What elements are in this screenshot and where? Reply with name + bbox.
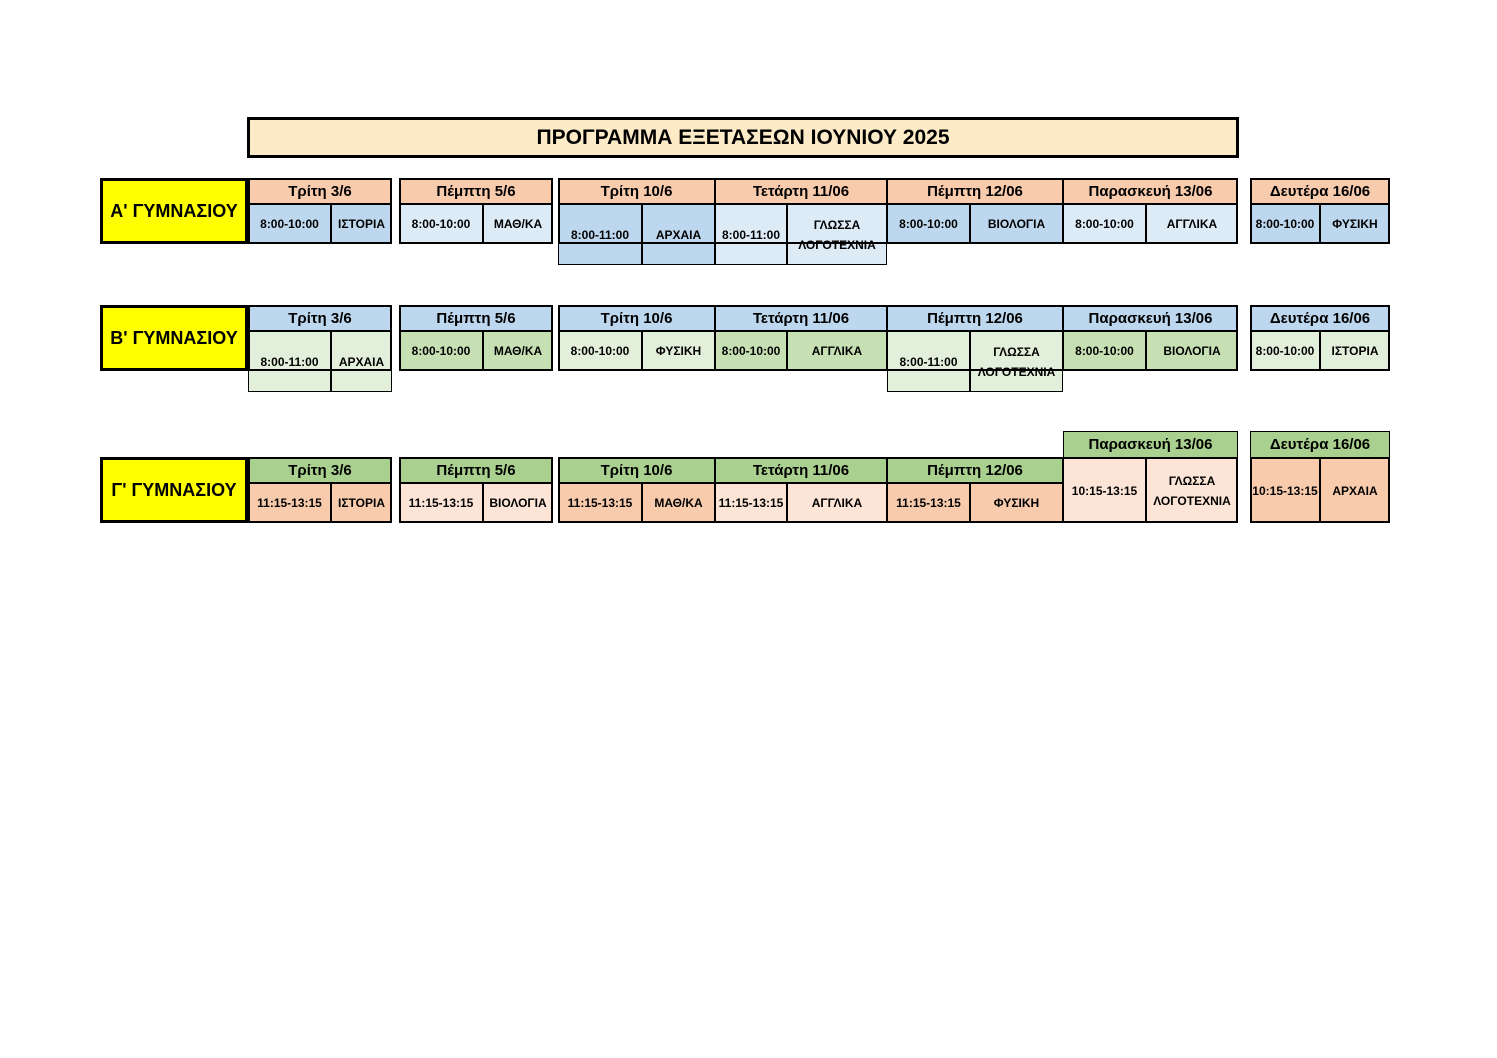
exam-time: 8:00-10:00 [1250, 331, 1320, 371]
exam-subject: ΙΣΤΟΡΙΑ [331, 483, 392, 523]
exam-subject: ΦΥΣΙΚΗ [642, 331, 715, 371]
exam-time: 10:15-13:15 [1250, 458, 1320, 523]
exam-subject: ΒΙΟΛΟΓΙΑ [970, 204, 1063, 244]
exam-time: 8:00-11:00 [558, 204, 642, 265]
exam-time: 10:15-13:15 [1063, 458, 1146, 523]
exam-time: 8:00-10:00 [399, 331, 483, 371]
day-header: Τρίτη 3/6 [248, 305, 392, 331]
day-header: Πέμπτη 5/6 [399, 178, 553, 204]
grade-label: Γ' ΓΥΜΝΑΣΙΟΥ [100, 457, 248, 523]
day-header: Τετάρτη 11/06 [715, 178, 887, 204]
exam-time: 8:00-10:00 [1250, 204, 1320, 244]
exam-time: 8:00-10:00 [399, 204, 483, 244]
exam-subject: ΑΓΓΛΙΚΑ [787, 331, 887, 371]
day-header: Δευτέρα 16/06 [1250, 178, 1390, 204]
day-header: Τετάρτη 11/06 [715, 457, 887, 483]
exam-time: 11:15-13:15 [715, 483, 787, 523]
day-header: Τρίτη 3/6 [248, 178, 392, 204]
exam-subject: ΑΡΧΑΙΑ [1320, 458, 1390, 523]
exam-time: 8:00-10:00 [887, 204, 970, 244]
exam-time: 8:00-10:00 [715, 331, 787, 371]
day-header: Δευτέρα 16/06 [1250, 305, 1390, 331]
day-header: Παρασκευή 13/06 [1063, 431, 1238, 458]
exam-time: 8:00-10:00 [1063, 331, 1146, 371]
exam-subject: ΜΑΘ/ΚΑ [483, 204, 553, 244]
day-header: Τρίτη 10/6 [558, 178, 715, 204]
exam-time: 8:00-11:00 [248, 331, 331, 392]
exam-time: 8:00-10:00 [1063, 204, 1146, 244]
day-header: Παρασκευή 13/06 [1063, 178, 1238, 204]
day-header: Πέμπτη 5/6 [399, 305, 553, 331]
exam-subject: ΙΣΤΟΡΙΑ [331, 204, 392, 244]
exam-time: 11:15-13:15 [399, 483, 483, 523]
grade-label: Α' ΓΥΜΝΑΣΙΟΥ [100, 178, 248, 244]
exam-time: 8:00-10:00 [248, 204, 331, 244]
exam-time: 8:00-11:00 [887, 331, 970, 392]
exam-subject: ΑΓΓΛΙΚΑ [1146, 204, 1238, 244]
grade-label: Β' ΓΥΜΝΑΣΙΟΥ [100, 305, 248, 371]
day-header: Τρίτη 10/6 [558, 457, 715, 483]
exam-time: 11:15-13:15 [558, 483, 642, 523]
exam-time: 11:15-13:15 [887, 483, 970, 523]
day-header: Τετάρτη 11/06 [715, 305, 887, 331]
exam-subject: ΒΙΟΛΟΓΙΑ [1146, 331, 1238, 371]
exam-subject: ΓΛΩΣΣΑ ΛΟΓΟΤΕΧΝΙΑ [970, 331, 1063, 392]
exam-subject: ΑΡΧΑΙΑ [642, 204, 715, 265]
day-header: Τρίτη 3/6 [248, 457, 392, 483]
exam-subject: ΓΛΩΣΣΑ ΛΟΓΟΤΕΧΝΙΑ [1146, 458, 1238, 523]
exam-subject: ΒΙΟΛΟΓΙΑ [483, 483, 553, 523]
exam-subject: ΦΥΣΙΚΗ [970, 483, 1063, 523]
day-header: Πέμπτη 12/06 [887, 305, 1063, 331]
exam-time: 8:00-11:00 [715, 204, 787, 265]
day-header: Πέμπτη 12/06 [887, 457, 1063, 483]
day-header: Πέμπτη 12/06 [887, 178, 1063, 204]
exam-subject: ΓΛΩΣΣΑ ΛΟΓΟΤΕΧΝΙΑ [787, 204, 887, 265]
day-header: Πέμπτη 5/6 [399, 457, 553, 483]
exam-subject: ΜΑΘ/ΚΑ [483, 331, 553, 371]
day-header: Τρίτη 10/6 [558, 305, 715, 331]
exam-subject: ΜΑΘ/ΚΑ [642, 483, 715, 523]
exam-subject: ΦΥΣΙΚΗ [1320, 204, 1390, 244]
exam-subject: ΑΡΧΑΙΑ [331, 331, 392, 392]
exam-time: 8:00-10:00 [558, 331, 642, 371]
exam-time: 11:15-13:15 [248, 483, 331, 523]
exam-subject: ΙΣΤΟΡΙΑ [1320, 331, 1390, 371]
exam-subject: ΑΓΓΛΙΚΑ [787, 483, 887, 523]
day-header: Παρασκευή 13/06 [1063, 305, 1238, 331]
page-title: ΠΡΟΓΡΑΜΜΑ ΕΞΕΤΑΣΕΩΝ ΙΟΥΝΙΟΥ 2025 [247, 117, 1239, 158]
day-header: Δευτέρα 16/06 [1250, 431, 1390, 458]
